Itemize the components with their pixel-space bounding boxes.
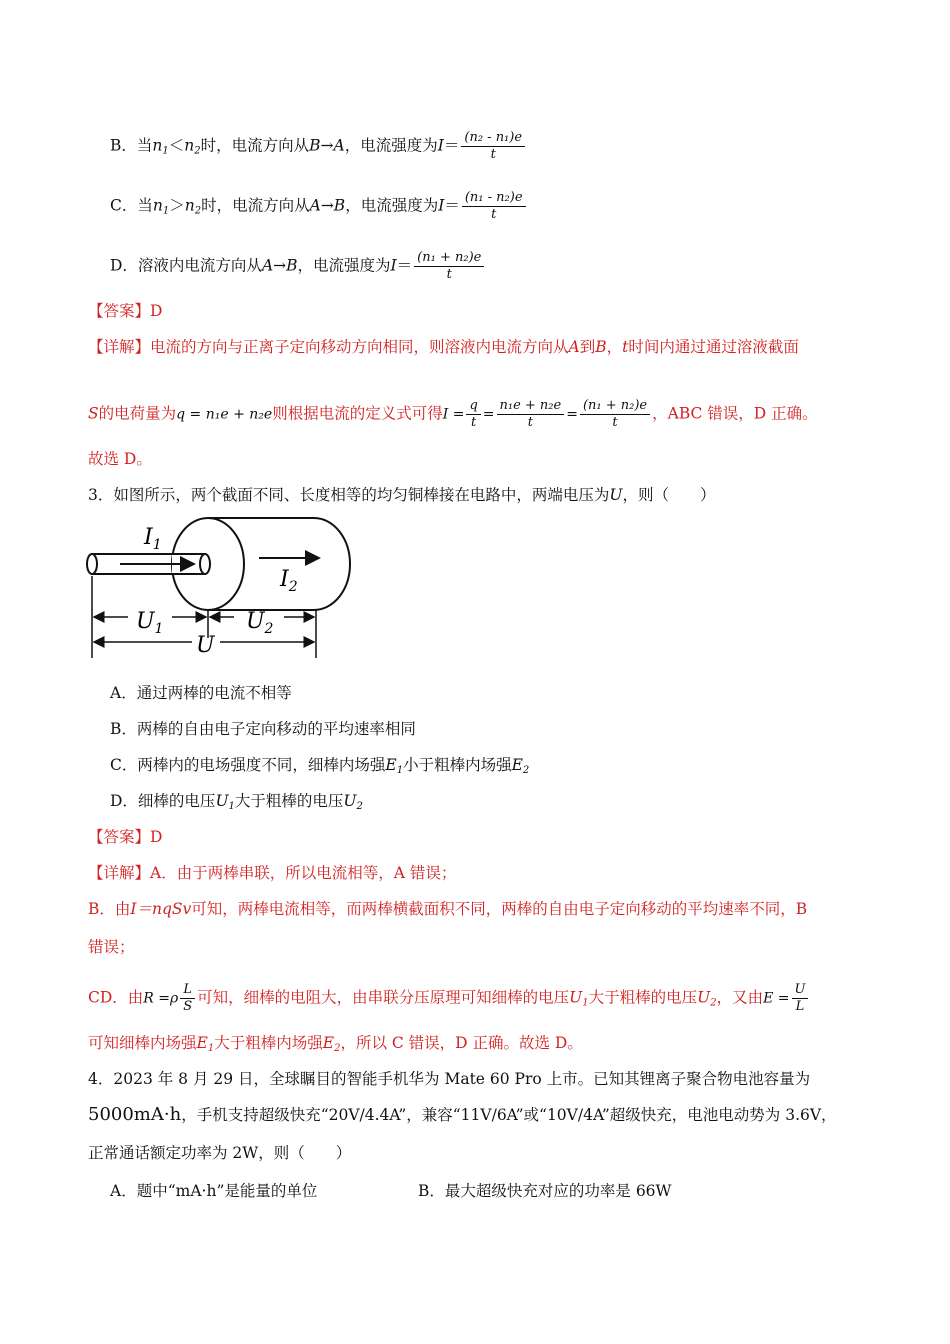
formula-fraction [180,982,195,1015]
subscript: 1 [582,997,589,1009]
detail-line [88,982,810,1015]
option-b [110,130,527,163]
question-4-stem: 正常通话额定功率为 2W，则（ ） [88,1144,352,1162]
option-d-text: D．溶液内电流方向从 [110,256,262,275]
option-d [110,250,486,283]
var-u: U [609,486,623,504]
formula-fraction [580,398,650,431]
option-c-text: 小于粗棒内场强 [403,756,512,774]
thin-rod-end [87,554,97,574]
detail-text: CD．由 [88,988,144,1007]
unit: mA·h [175,1182,217,1200]
subscript: 1 [162,145,169,157]
fraction-numerator: U [792,982,809,999]
var-s: S [88,404,99,423]
formula-fraction [461,130,525,163]
var-e: E [511,756,523,774]
option-d-text: D．细棒的电压 [110,792,216,810]
var-e: E [385,756,397,774]
option-a-text: ”是能量的单位 [216,1182,318,1200]
option-b: B．最大超级快充对应的功率是 66W [418,1182,672,1200]
detail-text: 可知，细棒的电阻大，由串联分压原理可知细棒的电压 [197,988,570,1007]
direction: A→B [309,196,346,215]
detail-line: S的电荷量为q = n₁e + n₂e则根据电流的定义式可得I = $\frac{q}{t}$ = $\frac{\text{n₁e + n₂e}}{t}$ = $\frac{\text{(n₁ + n₂)e}}{t}$ ，ABC 错误，D 正确。 [88,398,818,430]
option-b-text: B．当 [110,136,153,155]
current-equation: I＝nqSv [130,900,192,918]
direction: A→B [261,256,298,275]
var-n: n [152,136,163,155]
detail-text: 时间内通过通过溶液截面 [628,338,799,356]
label-u1: $U_1$ [136,609,164,637]
detail-text: 大于粗棒的电压 [588,988,698,1007]
option-d-text: 大于粗棒的电压 [234,792,344,810]
option-a-text: A．题中“ [110,1182,176,1200]
var-i: I [437,136,444,155]
var-u: U [343,792,357,810]
subscript: 2 [334,1043,341,1054]
var-e: E [196,1034,208,1052]
fraction-denominator: t [527,415,533,430]
field-formula: E = [763,990,790,1007]
question-4-stem [88,1104,837,1126]
detail-line: 【详解】A．由于两棒串联，所以电流相等，A 错误； [88,864,457,882]
detail-line: 错误； [88,938,135,956]
var-u: U [215,792,229,810]
answer-label: 【答案】D [88,302,163,320]
question-3-stem [88,484,715,506]
detail-line [88,336,799,358]
var-n: n [152,196,163,215]
subscript: 1 [396,765,404,776]
var-e: E [322,1034,335,1052]
fraction-denominator: t [470,415,477,430]
fraction-denominator: t [491,207,497,222]
detail-line [88,898,807,920]
fraction-numerator: n₁e + n₂e [497,398,565,415]
operator: ＜ [168,136,185,155]
fraction-denominator: t [612,415,618,430]
option-c-text: 时，电流方向从 [201,196,310,215]
var-b: B [595,338,607,356]
subscript: 1 [228,801,235,812]
var-n: n [184,196,195,215]
fraction-numerator: L [180,982,195,999]
subscript: 2 [522,765,530,776]
option-d-text: ，电流强度为 [297,256,391,275]
var-t: t [622,338,629,356]
detail-text: ，所以 C 错误，D 正确。故选 D。 [340,1034,583,1052]
stem-text: ，手机支持超级快充“20V/4.4A”，兼容“11V/6A”或“10V/4A”超级快充，电池电动势为 3.6V， [181,1106,837,1124]
subscript: 2 [194,145,201,157]
operator: ＝ [444,196,460,215]
var-u: U [569,988,583,1007]
option-b-text: ，电流强度为 [344,136,438,155]
detail-text: ，又由 [716,988,764,1007]
fraction-denominator: t [490,147,496,162]
option-c-text: C．两棒内的电场强度不同，细棒内场强 [110,756,386,774]
option-c-text: ，电流强度为 [345,196,439,215]
subscript: 1 [162,205,170,217]
formula-fraction [466,398,480,431]
option-c [110,190,528,223]
detail-text: 到 [579,338,596,356]
operator: ＝ [396,256,413,275]
stem-text: ，则（ ） [622,486,716,504]
operator: ＞ [169,196,185,215]
subscript: 2 [710,997,717,1009]
subscript: 1 [207,1043,215,1054]
detail-text: 可知，两棒电流相等，而两棒横截面积不同，两棒的自由电子定向移动的平均速率不同，B [191,900,808,918]
fraction-denominator: L [795,999,805,1014]
charge-formula: q = n₁e + n₂e [176,406,273,423]
option-a: A．通过两棒的电流不相等 [110,684,292,702]
detail-text: 则根据电流的定义式可得 [272,404,443,423]
detail-text: ， [606,338,623,356]
label-i2: $I_2$ [280,567,298,595]
stem-text: 3．如图所示，两个截面不同、长度相等的均匀铜棒接在电路中，两端电压为 [88,486,610,504]
option-c-text: C．当 [110,196,153,215]
label-u2: $U_2$ [246,609,274,637]
subscript: 2 [356,801,363,812]
question-4-stem: 4．2023 年 8 月 29 日，全球瞩目的智能手机华为 Mate 60 Pro 上市。已知其锂离子聚合物电池容量为 [88,1070,811,1088]
var-i: I [390,256,397,275]
option-b-text: 时，电流方向从 [200,136,310,155]
option-c [110,754,529,782]
formula-fraction [462,190,526,223]
formula-fraction [414,250,484,283]
fraction-numerator: (n₁ - n₂)e [462,190,526,207]
formula-fraction [792,982,809,1015]
battery-capacity: 5000mA·h [88,1104,182,1125]
fraction-numerator: q [466,398,480,415]
direction: B→A [309,136,345,155]
operator: ＝ [443,136,460,155]
var-u: U [697,988,711,1007]
detail-text: B．由 [88,900,131,918]
current-formula: I = [442,406,465,423]
option-a [110,1180,317,1202]
formula-fraction [497,398,565,431]
fraction-denominator: S [183,999,193,1014]
label-u: U [196,633,215,658]
detail-text: 【详解】电流的方向与正离子定向移动方向相同，则溶液内电流方向从 [88,338,569,356]
detail-text: 大于粗棒内场强 [214,1034,323,1052]
fraction-numerator: (n₁ + n₂)e [580,398,650,415]
option-b: B．两棒的自由电子定向移动的平均速率相同 [110,720,416,738]
detail-line [88,1032,583,1060]
var-n: n [184,136,195,155]
var-i: I [438,196,445,215]
option-d [110,790,363,818]
var-a: A [568,338,580,356]
resistance-formula: R =ρ [143,990,179,1007]
conclusion: 故选 D。 [88,450,152,468]
answer-label: 【答案】D [88,828,163,846]
fraction-numerator: (n₂ - n₁)e [461,130,525,147]
detail-text: ，ABC 错误，D 正确。 [652,404,818,423]
copper-rods-figure [84,512,359,662]
label-i1: $I_1$ [144,525,162,553]
detail-text: 可知细棒内场强 [88,1034,197,1052]
fraction-denominator: t [446,267,452,282]
detail-text: 的电荷量为 [98,404,177,423]
fraction-numerator: (n₁ + n₂)e [414,250,484,267]
subscript: 2 [194,205,202,217]
